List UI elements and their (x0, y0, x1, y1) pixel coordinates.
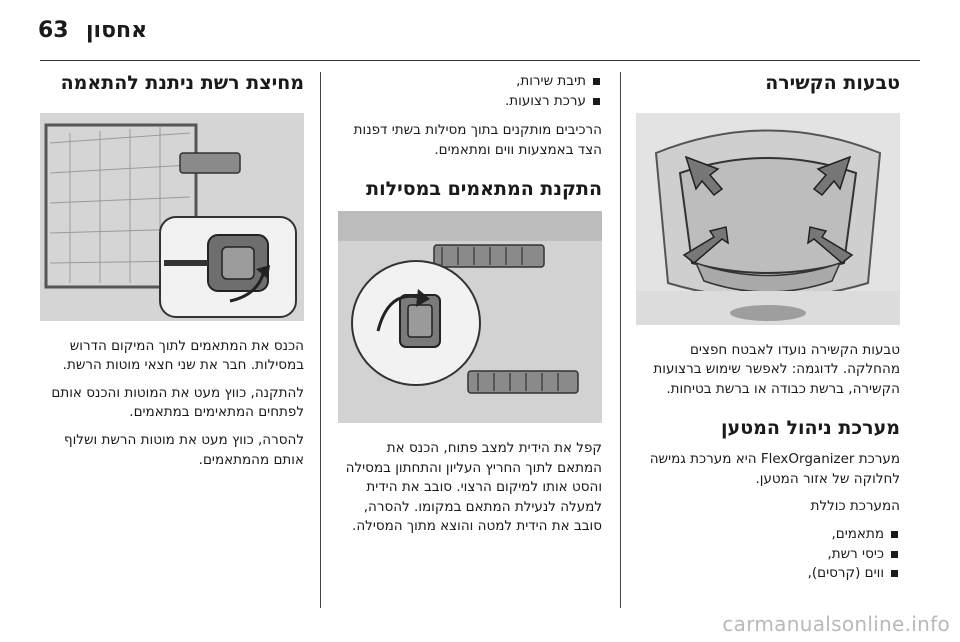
section-title-net-partition: מחיצת רשת ניתנת להתאמה (60, 72, 304, 94)
list-item: תיבת שירות, (338, 72, 602, 92)
net-partition-illustration (40, 113, 304, 321)
list-system-components (636, 525, 900, 584)
column-divider (620, 72, 621, 608)
figure-trunk-tie-down-rings (636, 113, 900, 325)
figure-net-partition (40, 113, 304, 321)
watermark: carmanualsonline.info (722, 612, 950, 636)
paragraph-net-removal: להסרה, כווץ מעט את מוטות הרשת ושלוף אותם מהמתאמים. (63, 432, 304, 468)
adapter-illustration (338, 211, 602, 423)
list-item: ערכת רצועות. (338, 92, 602, 112)
section-title-adapter-installation: התקנת המתאמים במסילות (366, 178, 602, 201)
section-title-load-management: מערכת ניהול המטען (721, 417, 900, 440)
page-header (0, 0, 960, 62)
paragraph-tie-down-rings: טבעות הקשירה נועדו לאבטח חפצים מהחלקה. לדוגמה: לאפשר שימוש ברצועות הקשירה, ברשת כבודה או ברשת בטיחות. (653, 341, 900, 397)
chapter-title: אחסון (86, 18, 148, 43)
paragraph-flexorganizer: מערכת FlexOrganizer היא מערכת גמישה לחלוקה של אזור המטען. (649, 451, 900, 487)
paragraph-adapter-installation: קפל את הידית למצב פתוח, הכנס את המתאם לתוך החריץ העליון והתחתון במסילה והסט אותו למיקום הרצוי. סובב את הידית למעלה לנעילת המתאם במקומו. להסרה, סובב את הידית למטה והוצא מתוך המסילה. (345, 440, 602, 535)
column-left (40, 72, 304, 478)
list-item: מתאמים, (636, 525, 900, 545)
list-system-components-continued (338, 72, 602, 111)
list-item: ווים (קרסים), (636, 564, 900, 584)
trunk-illustration (636, 113, 900, 325)
header-rule (40, 60, 920, 61)
column-divider (320, 72, 321, 608)
column-right (636, 72, 900, 594)
list-item: כיסי רשת, (636, 545, 900, 565)
section-title-tie-down-rings: טבעות הקשירה (765, 72, 900, 94)
figure-adapter-in-rail (338, 211, 602, 423)
paragraph-net-insert-adapters: הכנס את המתאמים לתוך המיקום הדרוש במסילות. חבר את שני חצאי מוטות הרשת. (62, 337, 304, 374)
paragraph-net-installation: להתקנה, כווץ מעט את המוטות והכנס אותם לפתחים המתאימים במתאמים. (51, 384, 304, 421)
paragraph-components-mounting: הרכיבים מותקנים בתוך מסילות בשתי דפנות הצד באמצעות ווים ומתאמים. (353, 122, 602, 158)
column-middle (338, 72, 602, 545)
page-number: 63 (38, 18, 69, 43)
paragraph-system-includes: המערכת כוללת (810, 498, 900, 515)
